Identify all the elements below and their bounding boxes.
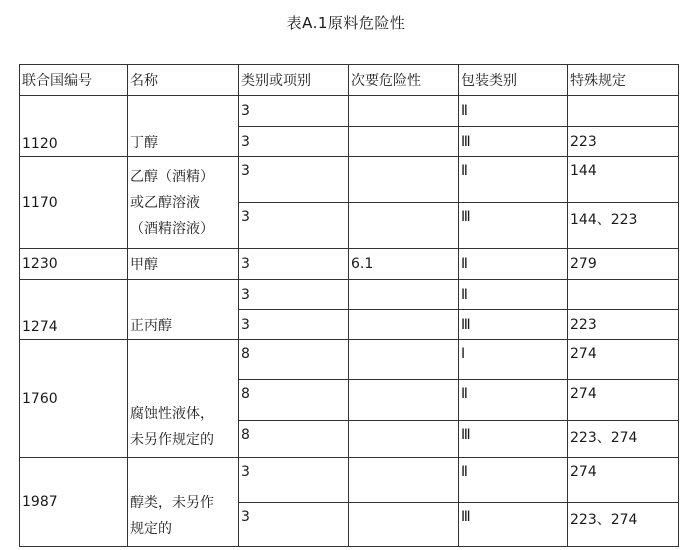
class-cell: 3: [239, 249, 349, 280]
secondary-hazard-cell: [349, 310, 459, 340]
special-provision-cell: 223: [568, 310, 679, 340]
class-cell: 3: [239, 127, 349, 157]
packing-group-cell: Ⅱ: [459, 380, 568, 421]
secondary-hazard-cell: [349, 340, 459, 380]
un-number: 1760: [20, 340, 128, 458]
table-title: 表A.1原料危险性: [286, 14, 406, 32]
name-line: 腐蚀性液体，: [130, 406, 214, 422]
class-cell: 8: [239, 380, 349, 421]
secondary-hazard-cell: [349, 503, 459, 547]
special-provision-cell: 144: [568, 157, 679, 203]
substance-name: [128, 340, 239, 458]
packing-group-cell: Ⅲ: [459, 127, 568, 157]
class-cell: 8: [239, 340, 349, 380]
special-provision-cell: 223、274: [568, 421, 679, 458]
packing-group-cell: Ⅲ: [459, 421, 568, 458]
substance-name: 正丙醇: [128, 280, 239, 340]
special-provision-cell: 223: [568, 127, 679, 157]
name-line: （酒精溶液）: [130, 220, 214, 237]
secondary-hazard-cell: [349, 421, 459, 458]
name-line: 未另作规定的: [130, 432, 214, 448]
class-cell: 3: [239, 280, 349, 310]
table-row: [20, 96, 679, 127]
table-row: [20, 340, 679, 380]
un-number: 1120: [20, 96, 128, 157]
packing-group-cell: Ⅱ: [459, 157, 568, 203]
special-provision-cell: 223、274: [568, 503, 679, 547]
header-class: 类别或项别: [239, 65, 349, 96]
class-cell: 3: [239, 310, 349, 340]
packing-group-cell: Ⅲ: [459, 203, 568, 249]
secondary-hazard-cell: [349, 157, 459, 203]
special-provision-cell: [568, 96, 679, 127]
secondary-hazard-cell: 6.1: [349, 249, 459, 280]
name-line: 乙醇（酒精）: [130, 168, 214, 185]
secondary-hazard-cell: [349, 203, 459, 249]
table-row: [20, 458, 679, 503]
packing-group-cell: Ⅱ: [459, 96, 568, 127]
table-row: [20, 249, 679, 280]
class-cell: 3: [239, 458, 349, 503]
name-line: 醇类，未另作: [130, 495, 214, 511]
class-cell: 3: [239, 503, 349, 547]
secondary-hazard-cell: [349, 96, 459, 127]
substance-name: [128, 458, 239, 547]
special-provision-cell: 274: [568, 458, 679, 503]
packing-group-cell: Ⅱ: [459, 249, 568, 280]
name-line: 规定的: [130, 521, 172, 537]
secondary-hazard-cell: [349, 458, 459, 503]
secondary-hazard-cell: [349, 380, 459, 421]
substance-name: 甲醇: [128, 249, 239, 280]
class-cell: 3: [239, 96, 349, 127]
class-cell: 8: [239, 421, 349, 458]
name-line: 或乙醇溶液: [130, 194, 200, 211]
header-name: 名称: [128, 65, 239, 96]
special-provision-cell: 274: [568, 340, 679, 380]
header-un-number: 联合国编号: [20, 65, 128, 96]
header-row: [20, 65, 679, 96]
class-cell: 3: [239, 203, 349, 249]
packing-group-cell: Ⅱ: [459, 458, 568, 503]
special-provision-cell: 279: [568, 249, 679, 280]
secondary-hazard-cell: [349, 280, 459, 310]
special-provision-cell: [568, 280, 679, 310]
un-number: 1170: [20, 157, 128, 249]
packing-group-cell: Ⅱ: [459, 280, 568, 310]
table-row: [20, 280, 679, 310]
header-special-provisions: 特殊规定: [568, 65, 679, 96]
packing-group-cell: Ⅰ: [459, 340, 568, 380]
header-secondary-hazard: 次要危险性: [349, 65, 459, 96]
secondary-hazard-cell: [349, 127, 459, 157]
un-number: 1230: [20, 249, 128, 280]
special-provision-cell: 144、223: [568, 203, 679, 249]
hazard-table: [19, 64, 679, 547]
header-packing-group: 包装类别: [459, 65, 568, 96]
packing-group-cell: Ⅲ: [459, 503, 568, 547]
packing-group-cell: Ⅲ: [459, 310, 568, 340]
special-provision-cell: 274: [568, 380, 679, 421]
class-cell: 3: [239, 157, 349, 203]
un-number: 1987: [20, 458, 128, 547]
table-row: [20, 157, 679, 203]
substance-name: [128, 157, 239, 249]
un-number: 1274: [20, 280, 128, 340]
substance-name: 丁醇: [128, 96, 239, 157]
